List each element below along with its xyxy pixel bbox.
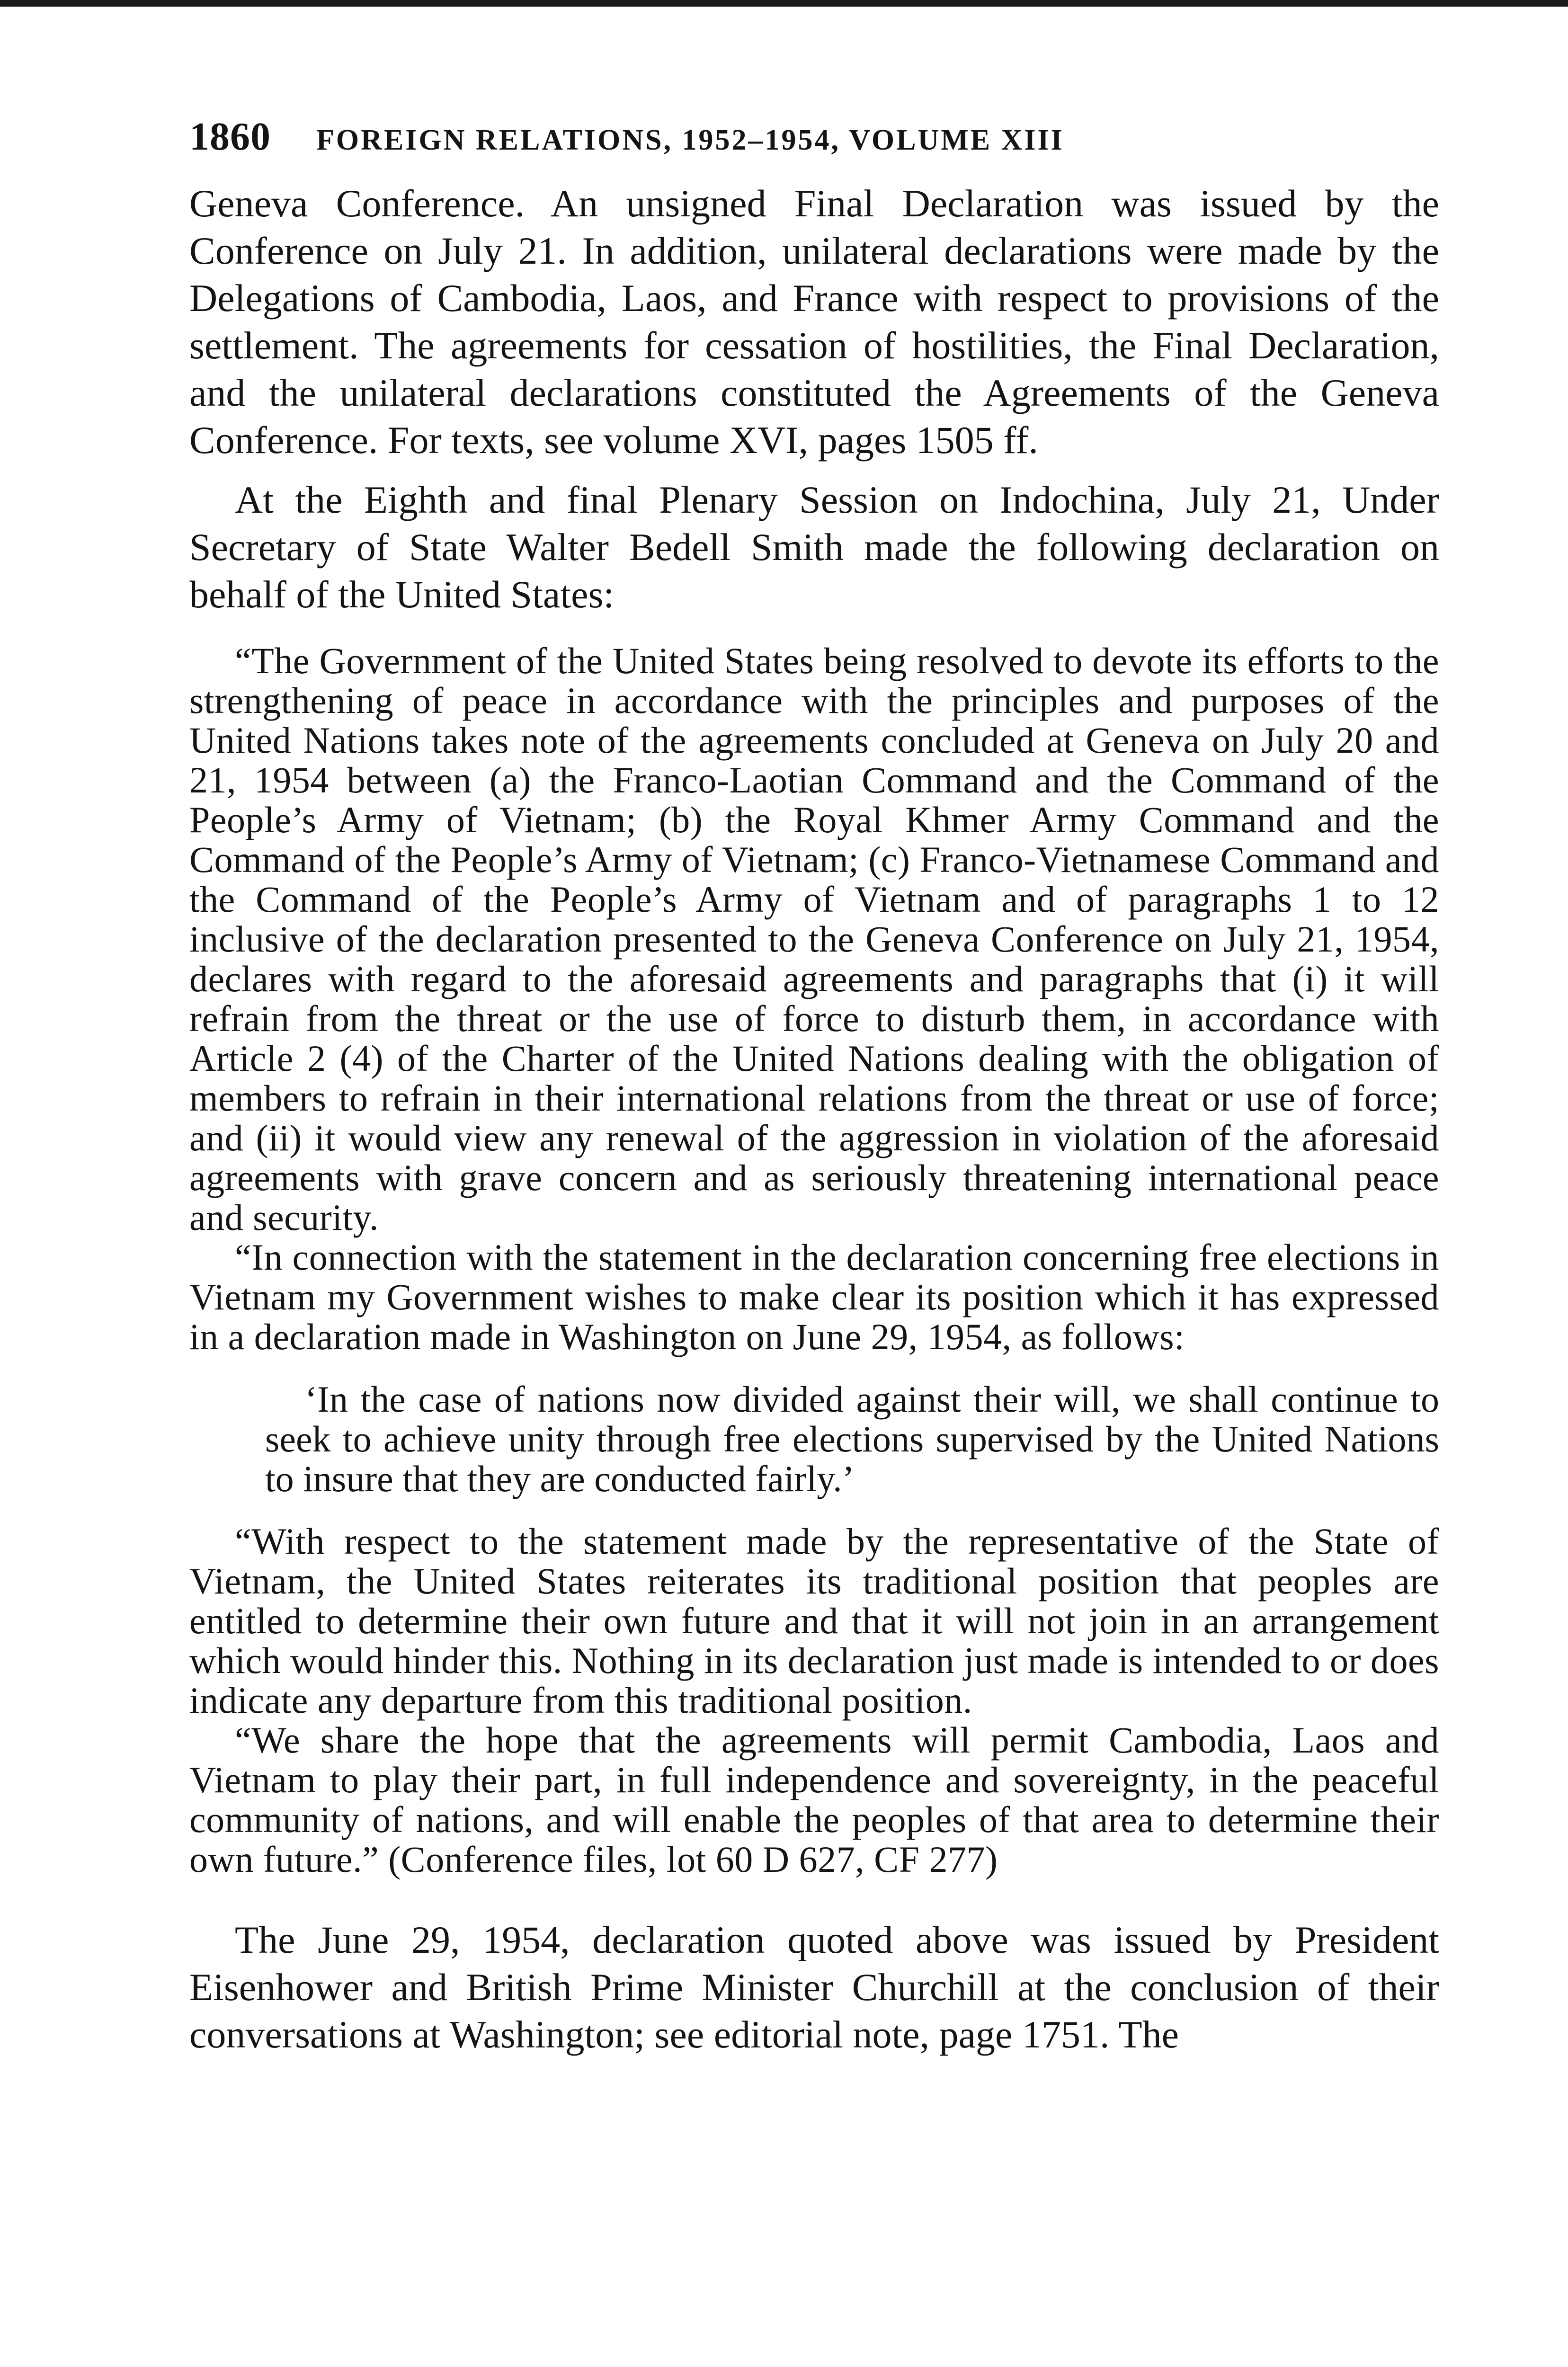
top-border-rule [0, 0, 1568, 7]
quote-divided-nations: ‘In the case of nations now divided against their will, we shall continue to seek to achieve unity through free elections supervised by the United Nations to insure that they are conducted fairly.’ [265, 1379, 1439, 1499]
paragraph-eisenhower-churchill: The June 29, 1954, declaration quoted above was issued by President Eisenhower and British Prime Minister Churchill at the conclusion of their conversations at Washington; see editorial note, page 1751. The [189, 1918, 1439, 2056]
quote-state-of-vietnam: “With respect to the statement made by the representative of the State of Vietnam, the United States reiterates its traditional position that peoples are entitled to determine their own future and that it will not join in an arrangement which would hinder this. Nothing in its declaration just made is intended to or does indicate any departure from this traditional position. [189, 1521, 1439, 1721]
page-number: 1860 [189, 115, 271, 159]
paragraph-plenary-session: At the Eighth and final Plenary Session on Indochina, July 21, Under Secretary of State Walter Bedell Smith made the following declaration on behalf of the United States: [189, 478, 1439, 616]
paragraph-geneva-conference: Geneva Conference. An unsigned Final Declaration was issued by the Conference on July 21. In addition, unilateral declarations were made by the Delegations of Cambodia, Laos, and France with respect to provisions of the settlement. The agreements for cessation of hostilities, the Final Declaration, and the unilateral declarations constituted the Agreements of the Geneva Conference. For texts, see volume XVI, pages 1505 ff. [189, 182, 1439, 462]
quote-shared-hope: “We share the hope that the agreements will permit Cambodia, Laos and Vietnam to play their part, in full independence and sovereignty, in the peaceful community of nations, and will enable the peoples of that area to determine their own future.” (Conference files, lot 60 D 627, CF 277) [189, 1719, 1439, 1880]
quote-free-elections: “In connection with the statement in the declaration concerning free elections in Vietnam my Government wishes to make clear its position which it has expressed in a declaration made in Washington on June 29, 1954, as follows: [189, 1237, 1439, 1357]
document-page [189, 114, 1439, 2058]
quote-us-declaration: “The Government of the United States being resolved to devote its efforts to the strengthening of peace in accordance with the principles and purposes of the United Nations takes note of the agreements concluded at Geneva on July 20 and 21, 1954 between (a) the Franco-Laotian Command and the Command of the People’s Army of Vietnam; (b) the Royal Khmer Army Command and the Command of the People’s Army of Vietnam; (c) Franco-Vietnamese Command and the Command of the People’s Army of Vietnam and of paragraphs 1 to 12 inclusive of the declaration presented to the Geneva Conference on July 21, 1954, declares with regard to the aforesaid agreements and paragraphs that (i) it will refrain from the threat or the use of force to disturb them, in accordance with Article 2 (4) of the Charter of the United Nations dealing with the obligation of members to refrain in their international relations from the threat or use of force; and (ii) it would view any renewal of the aggression in violation of the aforesaid agreements with grave concern and as seriously threatening international peace and security. [189, 640, 1439, 1238]
running-title: FOREIGN RELATIONS, 1952–1954, VOLUME XIII [316, 124, 1064, 156]
running-header [189, 114, 1439, 180]
